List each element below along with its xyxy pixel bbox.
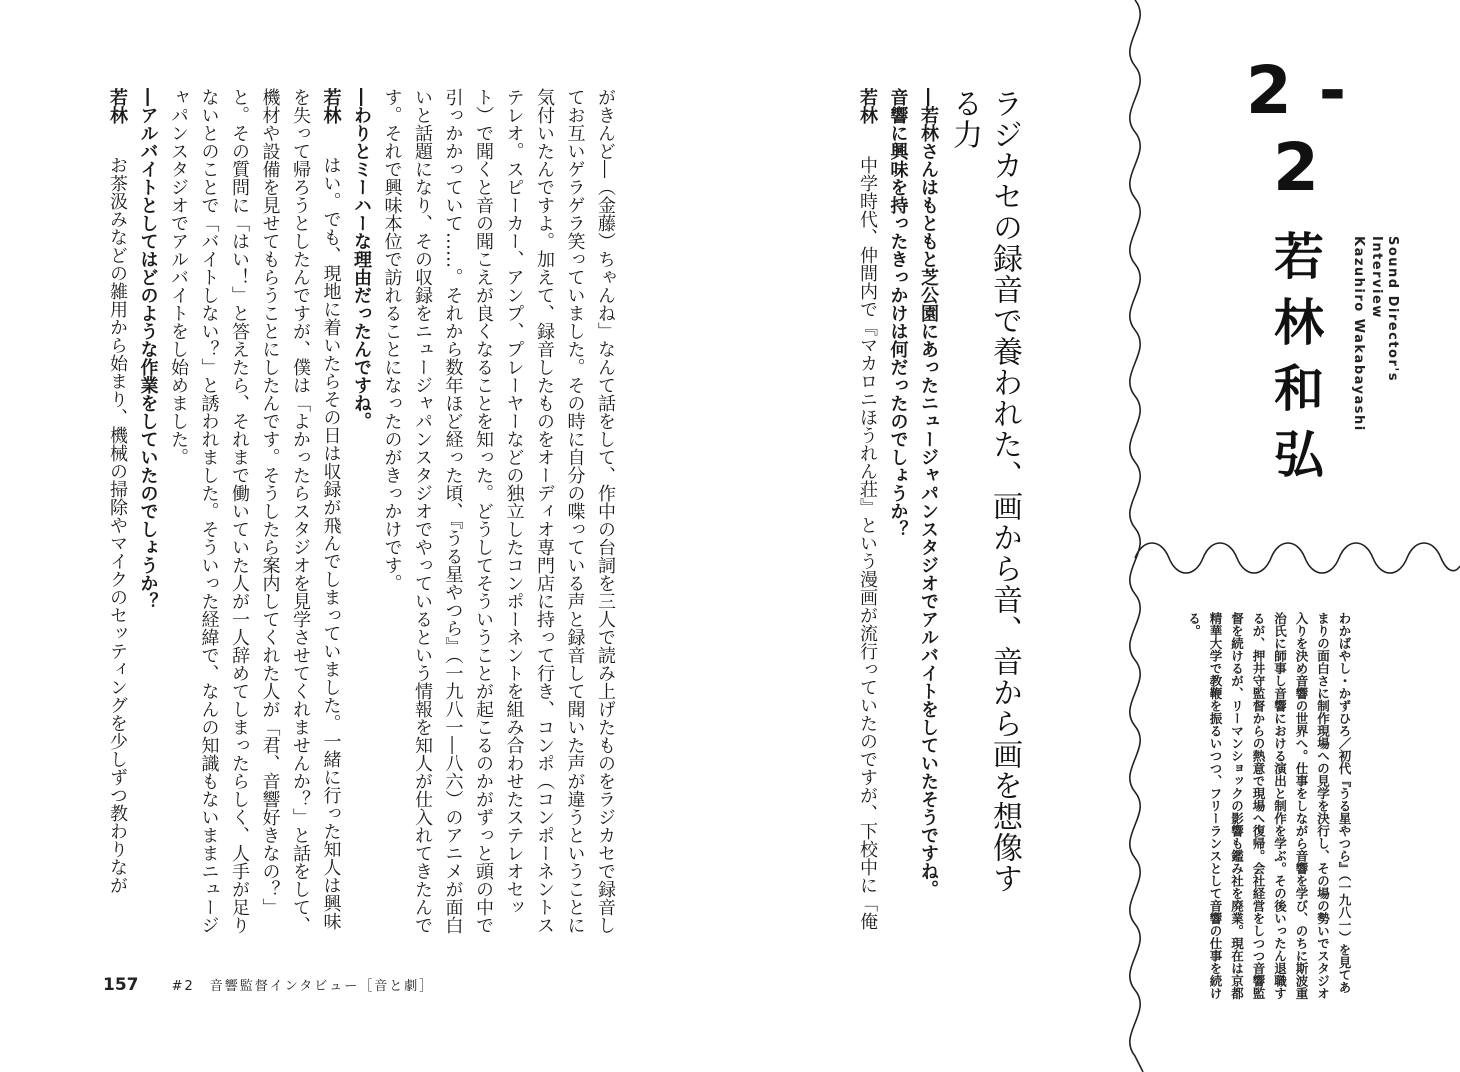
page-number: 157 (103, 975, 139, 995)
question-1: ―若林さんはもともと芝公園にあったニュージャパンスタジオでアルバイトをしていたそうですね。 (918, 88, 939, 898)
question-2: ―わりとミーハーな理由だったんですね。 (351, 88, 372, 430)
interviewee-romaji: Kazuhiro Wakabayashi (1351, 236, 1366, 432)
article-body-left (80, 88, 620, 936)
speaker-label: 若林 (857, 88, 878, 124)
answer-1: 中学時代、仲間内で『マカロニほうれん荘』という漫画が流行っていたのですが、下校中に「俺 (857, 156, 878, 930)
speaker-label: 若林 (107, 88, 128, 124)
answer-3: お茶汲みなどの雑用から始まり、機械の掃除やマイクのセッティングを少しずつ教わりなが (107, 156, 128, 894)
page-footer (103, 975, 434, 995)
article-body-right (838, 88, 943, 936)
speaker-label: 若林 (320, 88, 342, 124)
question-1-cont: 音響に興味を持ったきっかけは何だったのでしょうか？ (887, 88, 909, 538)
profile-bio: わかばやし・かずひろ／初代『うる星やつら』（一九八一）を見てあまりの面白さに制作現場への見学を決行し、その場の勢いでスタジオ入りを決め音響の世界へ。仕事をしながら音響を学び、のちに斯波重治氏に師事し音響における演出と制作を学ぶ。その後いったん退職するが、押井守監督からの熱意で現場へ復帰。会社経営をしつつ音響監督を続けるが、リーマンショックの影響も鑑み社を廃業。現在は京都精華大学で教鞭を振るいつつ、フリーランスとして音響の仕事を続ける。 (1186, 612, 1352, 1000)
question-3: ―アルバイトとしてはどのような作業をしていたのでしょうか？ (137, 88, 159, 610)
interviewee-name: 若林和弘 (1266, 230, 1324, 494)
interview-subtitle: Sound Director's Interview (1369, 236, 1400, 383)
answer-1-continued: がきんど―（金藤）ちゃんね」なんて話をして、作中の台詞を三人で読み上げたものをラジカセで録音してお互いゲラゲラ笑っていました。その時に自分の喋っている声と録音して聞いた声が違うということに気付いたんですよ。加えて、録音したものをオーディオ専門店に持って行き、コンポ（コンポーネントステレオ。スピーカー、アンプ、プレーヤーなどの独立したコンポーネントを組み合わせたステレオセット）で聞くと音の聞こえが良くなることを知った。どうしてそういうことが起こるのかがずっと頭の中で引っかかっていて……。それから数年ほど経った頃、『うる星やつら』（一九八一―八六）のアニメが面白いと話題になり、その収録をニュージャパンスタジオでやっているという情報を知人が仕入れてきたんです。それで興味本位で訪れることになったのがきっかけです。 (381, 88, 616, 934)
chapter-number: 2 - 2 (1245, 52, 1349, 206)
article-headline: ラジカセの録音で養われた、画から音、音から画を想像する力 (947, 88, 1022, 894)
running-title: #2 音響監督インタビュー［音と劇］ (171, 979, 435, 994)
answer-2: はい。でも、現地に着いたらその日は収録が飛んでしまっていました。一緒に行った知人は興味を失って帰ろうとしたんですが、僕は「よかったらスタジオを見学させてくれませんか？」と話をして、機材や設備を見せてもらうことにしたんです。そうしたら案内してくれた人が「君、音響好きなの？」と。その質問に「はい！」と答えたら、それまで働いていた人が一人辞めてしまったらしく、人手が足りないとのことで「バイトしない？」と誘われました。そういった経緯で、なんの知識もないままニュージャパンスタジオでアルバイトをし始めました。 (168, 88, 342, 934)
